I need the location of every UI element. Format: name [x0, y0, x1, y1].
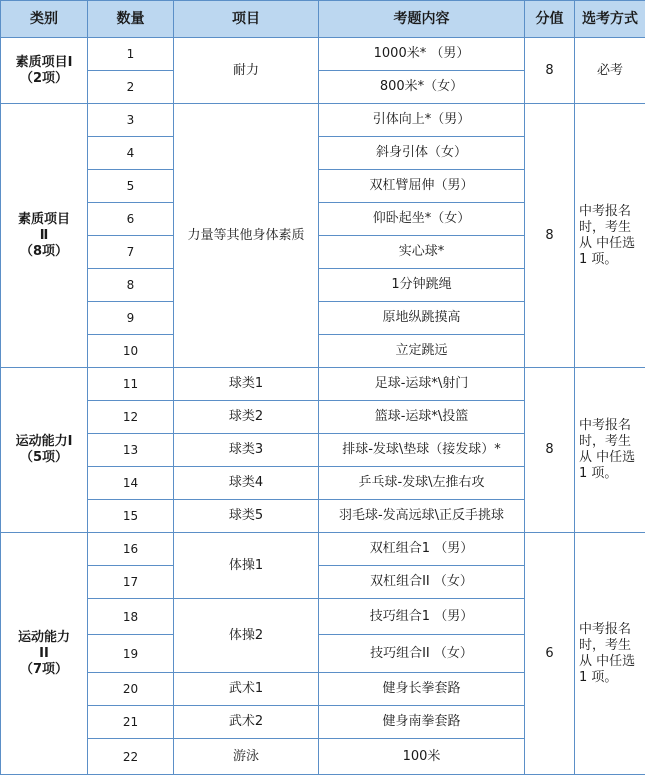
header-category: 类别: [1, 1, 88, 38]
item-cell: 体操2: [174, 599, 319, 673]
item-cell: 球类5: [174, 500, 319, 533]
header-score: 分值: [525, 1, 575, 38]
table-row: [1, 368, 645, 401]
content-cell: 双杠组合II （女）: [319, 566, 525, 599]
number-cell: 16: [88, 533, 174, 566]
item-cell: 游泳: [174, 739, 319, 775]
content-cell: 原地纵跳摸高: [319, 302, 525, 335]
content-cell: 乒乓球-发球\左推右攻: [319, 467, 525, 500]
number-cell: 2: [88, 71, 174, 104]
number-cell: 9: [88, 302, 174, 335]
number-cell: 20: [88, 673, 174, 706]
category-cell: 素质项目Ⅰ （2项）: [1, 38, 88, 104]
category-cell: 运动能力Ⅰ （5项）: [1, 368, 88, 533]
number-cell: 11: [88, 368, 174, 401]
content-cell: 篮球-运球*\投篮: [319, 401, 525, 434]
content-cell: 双杠臂屈伸（男）: [319, 170, 525, 203]
item-cell: 球类1: [174, 368, 319, 401]
item-cell: 球类2: [174, 401, 319, 434]
content-cell: 引体向上*（男）: [319, 104, 525, 137]
score-cell: 8: [525, 38, 575, 104]
header-content: 考题内容: [319, 1, 525, 38]
number-cell: 10: [88, 335, 174, 368]
header-count: 数量: [88, 1, 174, 38]
category-cell: 素质项目 Ⅱ （8项）: [1, 104, 88, 368]
table-row: [1, 38, 645, 71]
item-cell: 球类3: [174, 434, 319, 467]
selection-mode-cell: 中考报名时，考生从 中任选1 项。: [575, 533, 645, 775]
content-cell: 技巧组合1 （男）: [319, 599, 525, 635]
item-cell: 耐力: [174, 38, 319, 104]
item-cell: 武术1: [174, 673, 319, 706]
content-cell: 双杠组合1 （男）: [319, 533, 525, 566]
content-cell: 健身南拳套路: [319, 706, 525, 739]
table-row: [1, 533, 645, 566]
number-cell: 21: [88, 706, 174, 739]
content-cell: 足球-运球*\射门: [319, 368, 525, 401]
content-cell: 羽毛球-发高远球\正反手挑球: [319, 500, 525, 533]
content-cell: 斜身引体（女）: [319, 137, 525, 170]
number-cell: 19: [88, 635, 174, 673]
number-cell: 1: [88, 38, 174, 71]
table-row: [1, 104, 645, 137]
number-cell: 6: [88, 203, 174, 236]
header-item: 项目: [174, 1, 319, 38]
item-cell: 体操1: [174, 533, 319, 599]
number-cell: 7: [88, 236, 174, 269]
content-cell: 800米*（女）: [319, 71, 525, 104]
content-cell: 立定跳远: [319, 335, 525, 368]
number-cell: 8: [88, 269, 174, 302]
item-cell: 力量等其他身体素质: [174, 104, 319, 368]
header-mode: 选考方式: [575, 1, 645, 38]
content-cell: 100米: [319, 739, 525, 775]
content-cell: 仰卧起坐*（女）: [319, 203, 525, 236]
number-cell: 22: [88, 739, 174, 775]
table-body: [1, 38, 645, 775]
content-cell: 健身长拳套路: [319, 673, 525, 706]
content-cell: 排球-发球\垫球（接发球）*: [319, 434, 525, 467]
number-cell: 17: [88, 566, 174, 599]
category-cell: 运动能力 II （7项）: [1, 533, 88, 775]
number-cell: 3: [88, 104, 174, 137]
selection-mode-cell: 中考报名时，考生从 中任选1 项。: [575, 368, 645, 533]
score-cell: 8: [525, 368, 575, 533]
number-cell: 5: [88, 170, 174, 203]
number-cell: 14: [88, 467, 174, 500]
selection-mode-cell: 中考报名时，考生从 中任选1 项。: [575, 104, 645, 368]
score-cell: 6: [525, 533, 575, 775]
item-cell: 球类4: [174, 467, 319, 500]
content-cell: 1分钟跳绳: [319, 269, 525, 302]
number-cell: 4: [88, 137, 174, 170]
number-cell: 12: [88, 401, 174, 434]
score-cell: 8: [525, 104, 575, 368]
number-cell: 18: [88, 599, 174, 635]
content-cell: 实心球*: [319, 236, 525, 269]
table-header: [1, 1, 645, 38]
content-cell: 技巧组合II （女）: [319, 635, 525, 673]
selection-mode-cell: 必考: [575, 38, 645, 104]
content-cell: 1000米* （男）: [319, 38, 525, 71]
number-cell: 15: [88, 500, 174, 533]
number-cell: 13: [88, 434, 174, 467]
item-cell: 武术2: [174, 706, 319, 739]
